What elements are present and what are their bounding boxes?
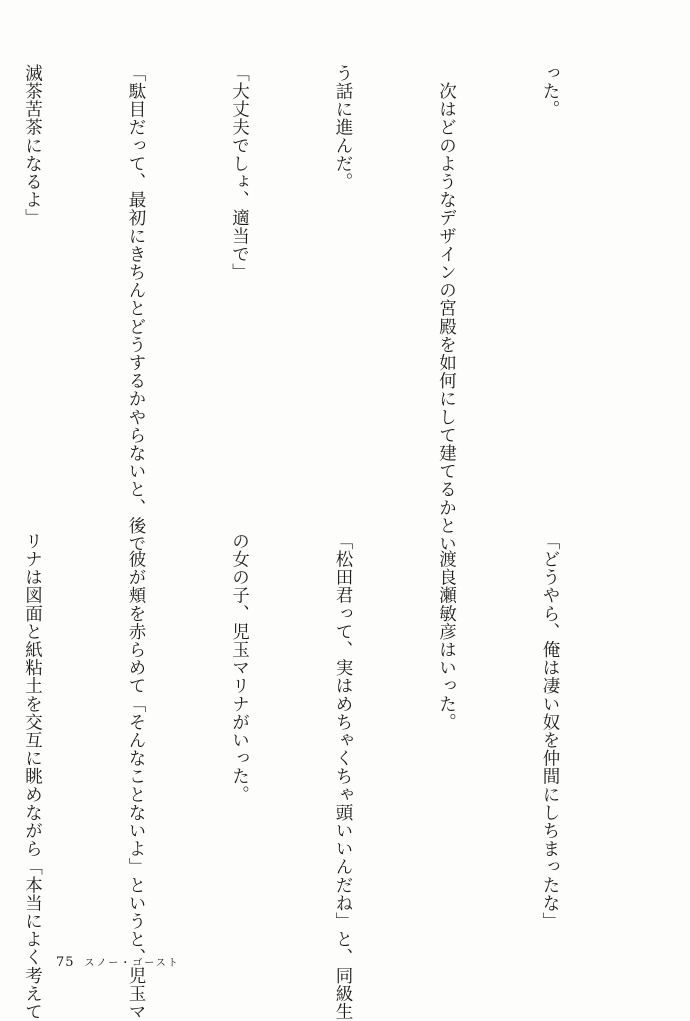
text-line: 「どうやら、俺は凄い奴を仲間にしちまったな」 [540,532,560,931]
text-line: の女の子、児玉マリナがいった。 [229,532,250,804]
text-line: 「駄目だって、最初にきちんとどうするかやらないと、後で [126,64,146,553]
text-line: 彼が頬を赤らめて「そんなことないよ」というと、児玉マ [126,532,146,1021]
page-number: 75 [56,955,75,970]
running-title: スノー・ゴースト [84,958,180,969]
text-line: 次はどのようなデザインの宮殿を如何にして建てるかとい [436,64,457,553]
page-footer [56,954,180,970]
text-line: う話に進んだ。 [333,64,353,191]
text-line: 「大丈夫でしょ、適当で」 [229,64,250,282]
text-block-top [0,64,636,553]
text-line: 渡良瀬敏彦はいった。 [436,532,457,732]
text-line: 「松田君って、実はめちゃくちゃ頭いいんだね」と、同級生 [333,532,353,1021]
text-line: った。 [540,64,560,119]
text-line: 滅茶苦茶になるよ」 [22,64,43,227]
text-line: リナは図面と紙粘土を交互に眺めながら「本当によく考えて [22,532,43,1021]
